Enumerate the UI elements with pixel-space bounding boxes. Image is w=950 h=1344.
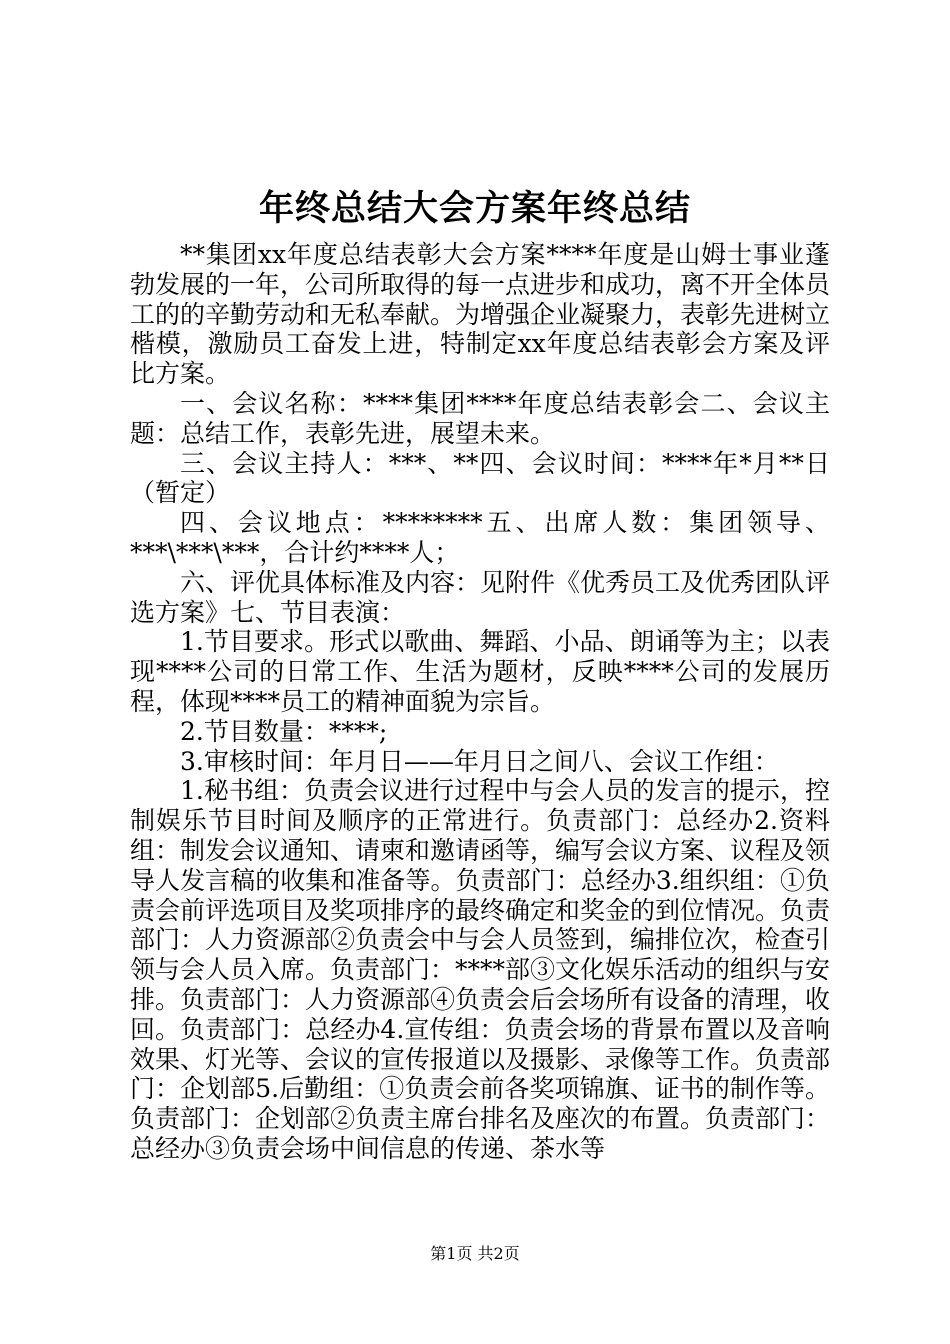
paragraph: 1.节目要求。形式以歌曲、舞蹈、小品、朗诵等为主；以表现****公司的日常工作、生活为题材，反映****公司的发展历程，体现****员工的精神面貌为宗旨。 <box>130 627 830 716</box>
document-body <box>130 240 830 1164</box>
document-title: 年终总结大会方案年终总结 <box>258 188 691 229</box>
paragraph: 一、会议名称：****集团****年度总结表彰会二、会议主题：总结工作，表彰先进，展望未来。 <box>130 388 830 448</box>
page-footer: 第1页 共2页 <box>430 1244 520 1263</box>
paragraph: 三、会议主持人：***、**四、会议时间：****年*月**日（暂定） <box>130 448 830 508</box>
paragraph: **集团xx年度总结表彰大会方案****年度是山姆士事业蓬勃发展的一年，公司所取得的每一点进步和成功，离不开全体员工的的辛勤劳动和无私奉献。为增强企业凝聚力，表彰先进树立楷模，激励员工奋发上进，特制定xx年度总结表彰会方案及评比方案。 <box>130 240 831 389</box>
paragraph: 3.审核时间：年月日——年月日之间八、会议工作组： <box>180 746 779 776</box>
paragraph: 2.节目数量：****; <box>180 716 388 746</box>
paragraph: 六、评优具体标准及内容：见附件《优秀员工及优秀团队评选方案》七、节目表演： <box>130 567 831 627</box>
paragraph: 1.秘书组：负责会议进行过程中与会人员的发言的提示，控制娱乐节目时间及顺序的正常进行。负责部门：总经办2.资料组：制发会议通知、请柬和邀请函等，编写会议方案、议程及领导人发言稿的收集和准备等。负责部门：总经办3.组织组：①负责会前评选项目及奖项排序的最终确定和奖金的到位情况。负责部门：人力资源部②负责会中与会人员签到，编排位次，检查引领与会人员入席。负责部门：****部③文化娱乐活动的组织与安排。负责部门：人力资源部④负责会后会场所有设备的清理，收回。负责部门：总经办4.宣传组：负责会场的背景布置以及音响效果、灯光等、会议的宣传报道以及摄影、录像等工作。负责部门：企划部5.后勤组：①负责会前各奖项锦旗、证书的制作等。负责部门：企划部②负责主席台排名及座次的布置。负责部门：总经办③负责会场中间信息的传递、茶水等 <box>130 776 831 1163</box>
paragraph: 四、会议地点：********五、出席人数：集团领导、***\***\***，合计约****人； <box>130 508 830 567</box>
